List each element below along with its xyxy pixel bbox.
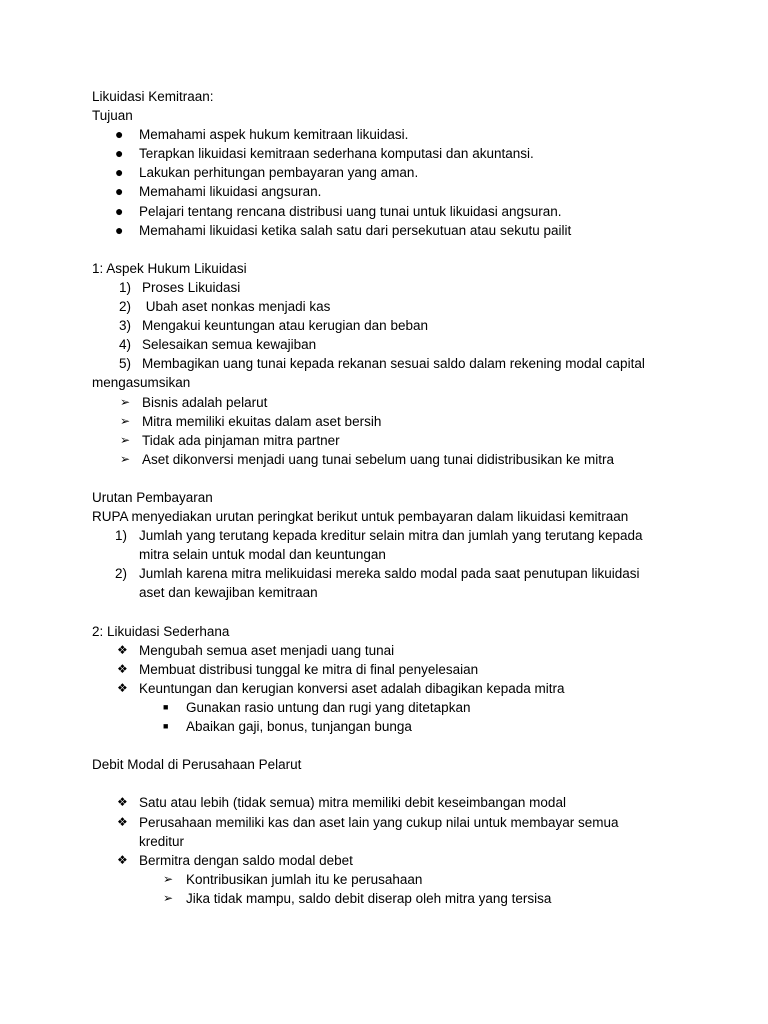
list-item-text: Bisnis adalah pelarut [142,394,268,410]
list-item-text: mitra selain untuk modal dan keuntungan [139,547,386,563]
diamond-bullet-icon: ❖ [117,795,128,810]
list-item-text: Abaikan gaji, bonus, tunjangan bunga [186,719,412,735]
spacer [92,240,692,259]
tujuan-heading [92,106,692,125]
list-item-text: Jumlah karena mitra melikuidasi mereka saldo modal pada saat penutupan likuidasi [139,566,640,582]
sub-list-item [92,870,692,889]
section-heading [92,755,692,774]
paragraph [92,507,692,526]
list-item-text: Memahami aspek hukum kemitraan likuidasi. [139,127,409,143]
list-item-text: Pelajari tentang rencana distribusi uang tunai untuk likuidasi angsuran. [139,203,562,219]
aspek-heading-text: 1: Aspek Hukum Likuidasi [92,260,247,276]
list-item [92,813,692,832]
list-item-text: Proses Likuidasi [142,279,241,295]
diamond-bullet-icon: ❖ [117,814,128,829]
numbered-item [92,354,692,373]
spacer [92,774,692,793]
list-item-text: Kontribusikan jumlah itu ke perusahaan [186,871,423,887]
numbered-item [92,335,692,354]
list-item-text: Perusahaan memiliki kas dan aset lain yang cukup nilai untuk membayar semua [139,814,619,830]
sederhana-heading-text: 2: Likuidasi Sederhana [92,623,230,639]
list-item [92,202,692,221]
document-body [92,87,692,908]
arrow-bullet-icon: ➢ [120,432,131,447]
section-heading [92,259,692,278]
list-item [92,412,692,431]
list-item-text: Jumlah yang terutang kepada kreditur selain mitra dan jumlah yang terutang kepada [139,528,643,544]
numbered-item [92,278,692,297]
list-number: 3) [119,318,132,334]
spacer [92,736,692,755]
list-item-continuation [92,832,692,851]
continuation-text: mengasumsikan [92,375,191,391]
list-item-text: Membuat distribusi tunggal ke mitra di final penyelesaian [139,661,479,677]
section-heading [92,488,692,507]
spacer [92,603,692,622]
list-item [92,851,692,870]
urutan-intro-text: RUPA menyediakan urutan peringkat berikut untuk pembayaran dalam likuidasi kemitraan [92,509,629,525]
list-item-text: Mitra memiliki ekuitas dalam aset bersih [142,413,382,429]
list-item [92,182,692,201]
list-item-text: Mengakui keuntungan atau kerugian dan beban [142,318,428,334]
section-heading [92,622,692,641]
bullet-icon: ● [115,126,124,143]
sub-list-item [92,717,692,736]
arrow-bullet-icon: ➢ [120,451,131,466]
list-item-text: Memahami likuidasi ketika salah satu dari persekutuan atau sekutu pailit [139,222,572,238]
square-bullet-icon: ■ [163,721,169,732]
bullet-icon: ● [115,221,124,238]
list-item-text: Keuntungan dan kerugian konversi aset adalah dibagikan kepada mitra [139,680,565,696]
numbered-item-continuation [92,545,692,564]
list-item [92,793,692,812]
list-number: 2) [119,299,132,315]
list-item-text: aset dan kewajiban kemitraan [139,585,318,601]
diamond-bullet-icon: ❖ [117,680,128,695]
list-item-text: Jika tidak mampu, saldo debit diserap oleh mitra yang tersisa [186,890,552,906]
square-bullet-icon: ■ [163,702,169,712]
list-item-text: Ubah aset nonkas menjadi kas [142,299,331,315]
list-item [92,163,692,182]
list-item [92,393,692,412]
list-item-text: Bermitra dengan saldo modal debet [139,852,353,868]
numbered-item [92,297,692,316]
list-number: 5) [119,356,132,372]
debit-heading-text: Debit Modal di Perusahaan Pelarut [92,757,302,773]
list-item-text: Selesaikan semua kewajiban [142,337,317,353]
list-item-text: Gunakan rasio untung dan rugi yang ditetapkan [186,700,471,715]
diamond-bullet-icon: ❖ [117,642,128,657]
list-number: 1) [115,528,128,544]
numbered-item [92,564,692,583]
list-item [92,221,692,240]
list-item-text: Membagikan uang tunai kepada rekanan sesuai saldo dalam rekening modal capital [142,356,645,372]
list-item-text: Memahami likuidasi angsuran. [139,184,322,200]
spacer [92,469,692,488]
bullet-icon: ● [115,164,124,181]
list-item-text: Mengubah semua aset menjadi uang tunai [139,642,395,658]
list-item-text: Tidak ada pinjaman mitra partner [142,432,340,448]
list-item [92,679,692,698]
arrow-bullet-icon: ➢ [120,413,131,428]
list-number: 4) [119,337,132,353]
bullet-icon: ● [115,202,124,219]
list-number: 2) [115,566,128,582]
numbered-item [92,526,692,545]
arrow-bullet-icon: ➢ [163,871,174,886]
list-item [92,641,692,660]
list-item [92,125,692,144]
list-item-text: Satu atau lebih (tidak semua) mitra memiliki debit keseimbangan modal [139,795,566,811]
sub-list-item [92,698,692,717]
list-item-text: Aset dikonversi menjadi uang tunai sebelum uang tunai didistribusikan ke mitra [142,451,615,467]
continuation-line [92,373,692,392]
list-item-text: Lakukan perhitungan pembayaran yang aman. [139,165,419,181]
document-title [92,87,692,106]
list-item-text: kreditur [139,833,185,849]
bullet-icon: ● [115,183,124,200]
list-item [92,144,692,163]
numbered-item-continuation [92,583,692,602]
list-item [92,660,692,679]
list-item-text: Terapkan likuidasi kemitraan sederhana komputasi dan akuntansi. [139,146,534,162]
bullet-icon: ● [115,145,124,162]
arrow-bullet-icon: ➢ [163,890,174,905]
urutan-heading-text: Urutan Pembayaran [92,489,213,505]
list-item [92,431,692,450]
list-item [92,450,692,469]
list-number: 1) [119,279,132,295]
arrow-bullet-icon: ➢ [120,394,131,409]
diamond-bullet-icon: ❖ [117,661,128,676]
title-text: Likuidasi Kemitraan: [92,89,214,104]
sub-list-item [92,889,692,908]
diamond-bullet-icon: ❖ [117,852,128,867]
numbered-item [92,316,692,335]
tujuan-heading-text: Tujuan [92,108,133,124]
